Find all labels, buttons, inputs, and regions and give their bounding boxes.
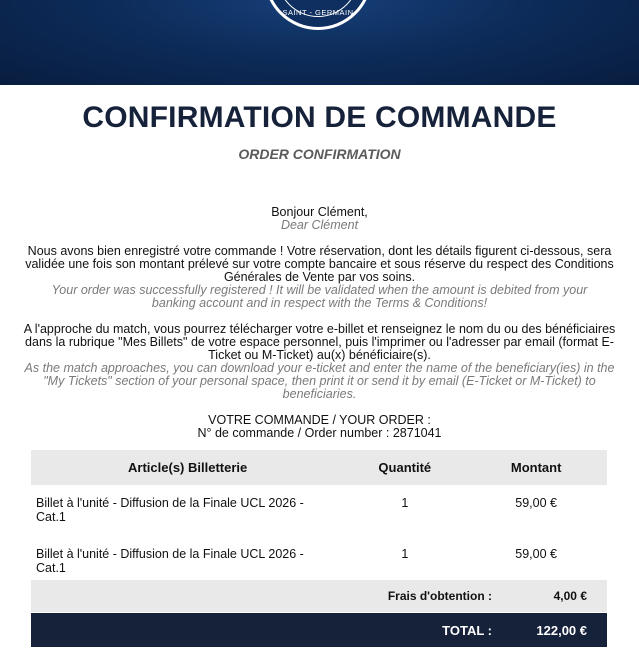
table-row bbox=[31, 485, 607, 536]
page-title: CONFIRMATION DE COMMANDE bbox=[82, 101, 557, 134]
order-heading: VOTRE COMMANDE / YOUR ORDER : bbox=[208, 413, 431, 427]
item-name: Billet à l'unité - Diffusion de la Finale UCL 2026 - Cat.1 bbox=[36, 547, 304, 575]
total-row bbox=[31, 613, 607, 647]
fees-row bbox=[31, 580, 607, 612]
confirmation-paragraph bbox=[22, 245, 617, 310]
order-number: N° de commande / Order number : 2871041 bbox=[197, 426, 442, 440]
fees-label: Frais d'obtention : bbox=[387, 589, 492, 603]
greeting-block bbox=[22, 206, 617, 232]
table-header-row bbox=[31, 450, 607, 485]
header-article: Article(s) Billetterie bbox=[31, 450, 344, 485]
item-amount: 59,00 € bbox=[515, 496, 557, 510]
item-name: Billet à l'unité - Diffusion de la Finale UCL 2026 - Cat.1 bbox=[36, 496, 304, 524]
order-items-table bbox=[31, 450, 607, 587]
confirmation-text-fr: Nous avons bien enregistré votre commande ! Votre réservation, dont les détails figurent ci-dessous, sera validée une fois son montant prélevé sur votre compte bancaire et sous réserve du respect des Conditions Générales de Vente par vos soins. bbox=[25, 244, 614, 284]
club-crest-logo bbox=[264, 0, 372, 30]
crest-text: SAINT - GERMAIN bbox=[282, 8, 354, 17]
order-summary-heading bbox=[22, 414, 617, 440]
ticket-info-text-en: As the match approaches, you can download your e-ticket and enter the name of the beneficiary(ies) in the "My Tickets" section of your personal space, then print it or send it by email (E-Ticket or M-Ticket) to beneficiaries. bbox=[24, 361, 615, 401]
total-label: TOTAL : bbox=[442, 623, 492, 638]
fees-value: 4,00 € bbox=[553, 589, 587, 603]
item-amount: 59,00 € bbox=[515, 547, 557, 561]
greeting-en: Dear Clément bbox=[280, 218, 359, 232]
ticket-info-paragraph bbox=[22, 323, 617, 401]
confirmation-text-en: Your order was successfully registered ! It will be validated when the amount is debited from your banking account and in respect with the Terms & Conditions! bbox=[51, 283, 588, 310]
header-quantity: Quantité bbox=[344, 450, 465, 485]
item-quantity: 1 bbox=[401, 547, 409, 561]
greeting-fr: Bonjour Clément, bbox=[271, 205, 368, 219]
page-subtitle: ORDER CONFIRMATION bbox=[238, 146, 401, 162]
email-header-banner bbox=[0, 0, 639, 85]
item-quantity: 1 bbox=[401, 496, 409, 510]
header-amount: Montant bbox=[465, 450, 607, 485]
total-value: 122,00 € bbox=[536, 623, 587, 638]
ticket-info-text-fr: A l'approche du match, vous pourrez télécharger votre e-billet et renseignez le nom du ou des bénéficiaires dans la rubrique "Mes Billets" de votre espace personnel, puis l'imprimer ou l'adresser par email (format E-Ticket ou M-Ticket) au(x) bénéficiaire(s). bbox=[23, 322, 616, 362]
